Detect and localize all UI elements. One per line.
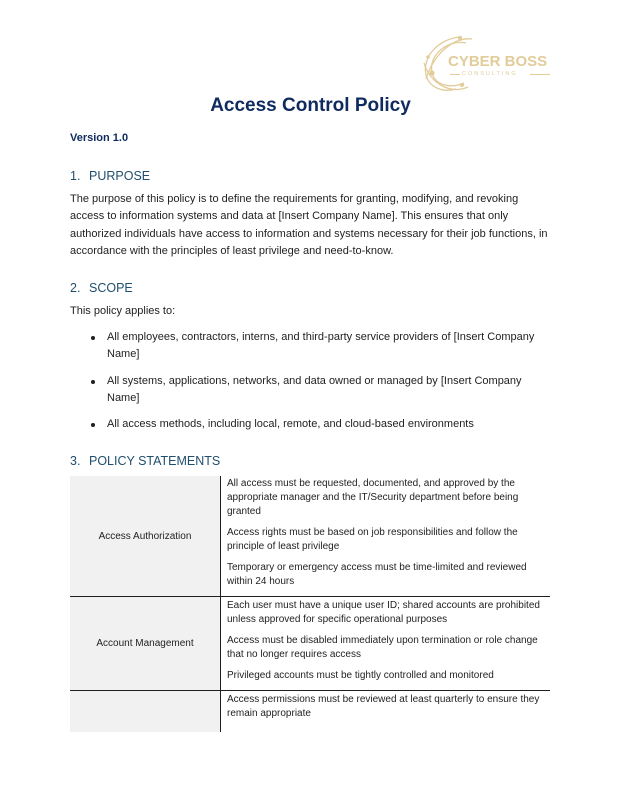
bullet-icon xyxy=(91,423,95,427)
statement-text: Each user must have a unique user ID; shared accounts are prohibited unless approved for specific operational purposes xyxy=(227,600,540,625)
scope-list xyxy=(70,329,550,442)
document-version: Version 1.0 xyxy=(70,132,129,144)
section-heading-purpose xyxy=(70,169,150,183)
bullet-icon xyxy=(91,380,95,384)
list-item xyxy=(70,329,550,364)
logo-name: CYBER BOSS xyxy=(448,53,548,70)
document-title: Access Control Policy xyxy=(210,95,411,116)
list-item-text: All employees, contractors, interns, and third-party service providers of [Insert Company Name] xyxy=(107,331,535,361)
list-item-text: All systems, applications, networks, and data owned or managed by [Insert Company Name] xyxy=(107,374,522,404)
logo-divider xyxy=(530,74,550,75)
policy-statements-table xyxy=(70,476,550,732)
logo-tagline: CONSULTING xyxy=(462,71,518,77)
list-item xyxy=(70,373,550,408)
statement-text: All access must be requested, documented, and approved by the appropriate manager and the IT/Security department before being granted xyxy=(227,478,519,517)
statement-text: Privileged accounts must be tightly controlled and monitored xyxy=(227,670,494,681)
statements-cell xyxy=(221,597,550,690)
purpose-paragraph: The purpose of this policy is to define the requirements for granting, modifying, and revoking access to information systems and data at [Insert Company Name]. This ensures that only authorized individuals have access to information and systems necessary for their job functions, in accordance with the principles of least privilege and need-to-know. xyxy=(70,193,548,257)
list-item-text: All access methods, including local, remote, and cloud-based environments xyxy=(107,418,474,431)
section-heading-policy-statements xyxy=(70,454,220,468)
section-title: SCOPE xyxy=(89,281,133,295)
table-row xyxy=(70,597,550,691)
table-row xyxy=(70,476,550,597)
statement-text: Access must be disabled immediately upon termination or role change that no longer requires access xyxy=(227,635,538,660)
scope-intro: This policy applies to: xyxy=(70,305,176,317)
list-item xyxy=(70,416,550,433)
statement-text: Temporary or emergency access must be time-limited and reviewed within 24 hours xyxy=(227,562,527,587)
category-cell: Access Authorization xyxy=(70,476,221,596)
section-number: 3. xyxy=(70,454,81,468)
bullet-icon xyxy=(91,336,95,340)
statements-cell xyxy=(221,476,550,596)
logo-divider xyxy=(450,74,460,75)
statement-text: Access rights must be based on job responsibilities and follow the principle of least privilege xyxy=(227,527,518,552)
statement-text: Access permissions must be reviewed at least quarterly to ensure they remain appropriate xyxy=(227,694,540,719)
section-heading-scope xyxy=(70,281,133,295)
section-number: 2. xyxy=(70,281,81,295)
section-number: 1. xyxy=(70,169,81,183)
category-cell xyxy=(70,691,221,732)
table-row xyxy=(70,691,550,732)
category-cell: Account Management xyxy=(70,597,221,690)
statements-cell xyxy=(221,691,550,732)
section-title: PURPOSE xyxy=(89,169,151,183)
company-logo xyxy=(420,33,560,95)
section-title: POLICY STATEMENTS xyxy=(89,454,221,468)
